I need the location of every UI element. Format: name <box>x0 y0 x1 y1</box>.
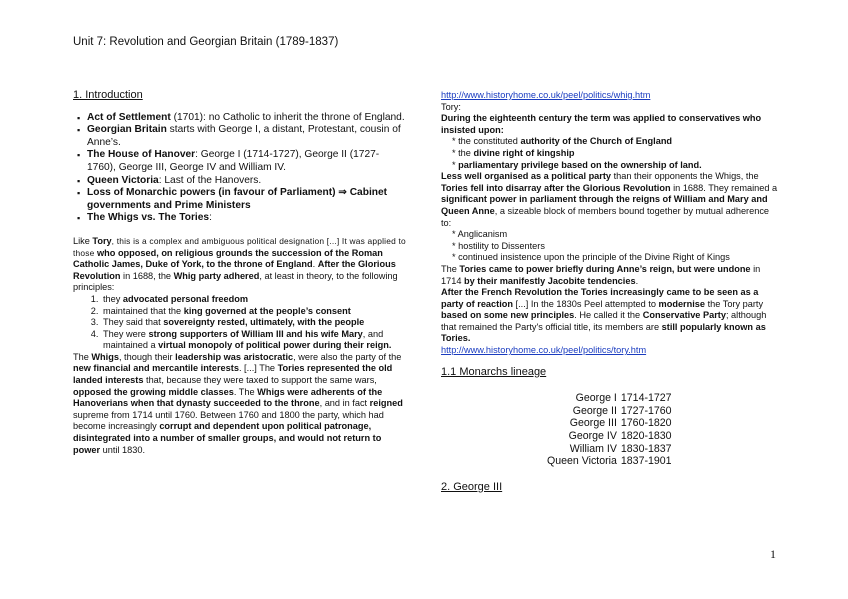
table-row <box>545 417 674 430</box>
list-item: 3. They said that sovereignty rested, ultimately, with the people <box>101 317 408 329</box>
list-item: 1. they advocated personal freedom <box>101 294 408 306</box>
page-number: 1 <box>770 547 776 561</box>
monarch-years: 1714-1727 <box>620 392 672 405</box>
list-item: ▪ Georgian Britain starts with George I, a distant, Protestant, cousin of Anne’s. <box>87 124 408 149</box>
list-item: ▪ The House of Hanover: George I (1714-1727), George II (1727-1760), George III, George IV and William IV. <box>87 149 408 174</box>
left-column <box>73 90 408 456</box>
monarch-name: George I <box>575 392 617 405</box>
tory-label: Tory: <box>441 101 461 112</box>
adherence-list <box>441 229 781 264</box>
monarchs-table <box>545 392 674 468</box>
monarch-years: 1837-1901 <box>620 455 672 468</box>
list-item: ▪ Act of Settlement (1701): no Catholic to inherit the throne of England. <box>87 112 408 125</box>
table-row <box>545 455 674 468</box>
tories-power-paragraph: The Tories came to power briefly during Anne’s reign, but were undone in 1714 by their manifestly Jacobite tendencies. <box>441 263 761 286</box>
intro-bullet-list <box>73 112 408 225</box>
section-heading-george-iii: 2. George III <box>441 480 503 493</box>
tory-intro: During the eighteenth century the term was applied to conservatives who insisted upon: <box>441 113 762 135</box>
list-item: * parliamentary privilege based on the ownership of land. <box>452 159 702 170</box>
monarch-name: George III <box>569 417 617 430</box>
page-header: Unit 7: Revolution and Georgian Britain (1789-1837) <box>73 36 339 48</box>
monarch-years: 1820-1830 <box>620 430 672 443</box>
tory-principles <box>441 136 781 171</box>
list-item: 4. They were strong supporters of William III and his wife Mary, and maintained a virtual monopoly of political power during their reign. <box>101 329 408 352</box>
list-item: * continued insistence upon the principle of the Divine Right of Kings <box>452 252 730 263</box>
list-item: ▪ Loss of Monarchic powers (in favour of Parliament) ⇒ Cabinet governments and Prime Ministers <box>87 187 408 212</box>
table-row <box>545 430 674 443</box>
monarch-name: George IV <box>568 430 617 443</box>
table-row <box>545 392 674 405</box>
tory-paragraph: Like Tory, this is a complex and ambiguous political designation [...] It was applied to those who opposed, on religious grounds the succession of the Roman Catholic James, Duke of York, to the throne of England. After the Glorious Revolution in 1688, the Whig party adhered, at least in theory, to the following principles: <box>73 235 406 293</box>
section-heading-monarchs-lineage: 1.1 Monarchs lineage <box>441 365 547 378</box>
french-revolution-paragraph: After the French Revolution the Tories increasingly came to be seen as a party of reaction [...] In the 1830s Peel attempted to modernise the Tory party based on some new principles. He called it the Conservative Party; although that remained the Party's official title, its members are still popularly known as Tories. <box>441 287 767 344</box>
right-column <box>441 90 781 507</box>
list-item: 2. maintained that the king governed at the people’s consent <box>101 306 408 318</box>
list-item: ▪ Queen Victoria: Last of the Hanovers. <box>87 175 408 188</box>
monarch-years: 1760-1820 <box>620 417 672 430</box>
list-item: * the constituted authority of the Church of England <box>452 136 673 147</box>
monarch-years: 1727-1760 <box>620 404 672 417</box>
monarch-name: George II <box>572 404 617 417</box>
table-row <box>545 405 674 418</box>
list-item: * Anglicanism <box>452 229 508 240</box>
table-row <box>545 443 674 456</box>
list-item: ▪ The Whigs vs. The Tories: <box>87 212 408 225</box>
monarch-years: 1830-1837 <box>620 442 672 455</box>
section-heading-introduction: 1. Introduction <box>73 89 143 101</box>
list-item: * the divine right of kingship <box>452 147 575 158</box>
tory-disarray-paragraph: Less well organised as a political party than their opponents the Whigs, the Tories fell into disarray after the Glorious Revolution in 1688. They remained a significant power in parliament through the reigns of William and Mary and Queen Anne, a sizeable block of members bound together by mutual adherence to: <box>441 171 778 228</box>
list-item: * hostility to Dissenters <box>452 240 545 251</box>
monarch-name: William IV <box>569 442 617 455</box>
tory-source-link[interactable]: http://www.historyhome.co.uk/peel/politics/tory.htm <box>441 345 647 356</box>
whig-principles-list <box>73 294 408 352</box>
whig-source-link[interactable]: http://www.historyhome.co.uk/peel/politics/whig.htm <box>441 90 651 100</box>
whigs-paragraph: The Whigs, though their leadership was aristocratic, were also the party of the new financial and mercantile interests. [...] The Tories represented the old landed interests that, because they were taxed to support the same wars, opposed the growing middle classes. The Whigs were adherents of the Hanoverians when that dynasty succeeded to the throne, and in fact reigned supreme from 1714 until 1760. Between 1760 and 1800 the party, which had become increasingly corrupt and dependent upon political patronage, disintegrated into a number of smaller groups, and would not return to power until 1830. <box>73 351 403 455</box>
monarch-name: Queen Victoria <box>547 455 617 468</box>
